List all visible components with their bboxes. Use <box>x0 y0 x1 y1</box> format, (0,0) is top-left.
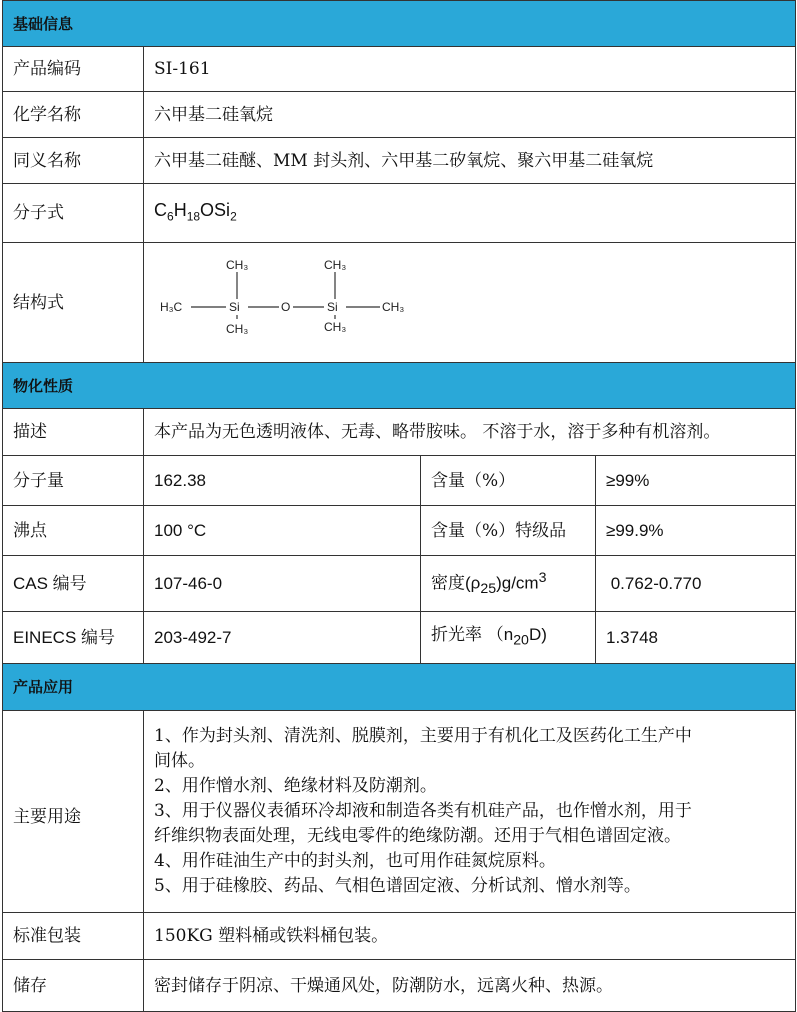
row-synonyms <box>3 138 796 184</box>
value-product-code: SI-161 <box>144 47 796 92</box>
value-chemical-name: 六甲基二硅氧烷 <box>144 92 796 138</box>
use-line: 4、用作硅油生产中的封头剂，也可用作硅氮烷原料。 <box>154 851 556 871</box>
use-line: 间体。 <box>154 751 205 771</box>
label-cas: CAS 编号 <box>3 556 144 612</box>
ch3-bottom-left: CH₃ <box>226 322 249 336</box>
row-product-code <box>3 47 796 92</box>
label-density: 密度$(\rho_{25})g/cm^3$ <box>421 556 596 612</box>
ch3-top-right: CH₃ <box>324 258 347 272</box>
value-content-premium: ≥99.9% <box>596 506 796 556</box>
structural-formula-diagram <box>144 243 444 355</box>
section-title: 基础信息 <box>3 1 796 47</box>
row-main-uses <box>3 711 796 913</box>
molecular-formula: $C_6H_{18}OSi_2$ <box>154 199 237 224</box>
label-molecular-formula: 分子式 <box>3 184 144 243</box>
section-header-basic <box>3 1 796 47</box>
value-einecs: 203-492-7 <box>144 612 421 664</box>
use-line: 2、用作憎水剂、绝缘材料及防潮剂。 <box>154 776 437 796</box>
row-molecular-weight <box>3 456 796 506</box>
row-structure <box>3 243 796 363</box>
label-einecs: EINECS 编号 <box>3 612 144 664</box>
si-right: Si <box>327 300 338 314</box>
row-description <box>3 409 796 456</box>
value-packaging: 150KG 塑料桶或铁料桶包装。 <box>144 913 796 960</box>
oxygen: O <box>281 300 291 314</box>
h3c-left: H₃C <box>160 300 183 314</box>
value-molecular-weight: 162.38 <box>144 456 421 506</box>
value-synonyms: 六甲基二硅醚、MM 封头剂、六甲基二矽氧烷、聚六甲基二硅氧烷 <box>144 138 796 184</box>
label-description: 描述 <box>3 409 144 456</box>
row-packaging <box>3 913 796 960</box>
row-molecular-formula <box>3 184 796 243</box>
value-content: ≥99% <box>596 456 796 506</box>
label-content-premium: 含量（%）特级品 <box>421 506 596 556</box>
section-header-props <box>3 363 796 409</box>
section-header-apps <box>3 664 796 711</box>
row-chemical-name <box>3 92 796 138</box>
label-packaging: 标准包装 <box>3 913 144 960</box>
use-line: 5、用于硅橡胶、药品、气相色谱固定液、分析试剂、憎水剂等。 <box>154 876 641 896</box>
product-spec-table <box>2 0 796 1012</box>
value-cas: 107-46-0 <box>144 556 421 612</box>
value-molecular-formula <box>144 184 796 243</box>
label-synonyms: 同义名称 <box>3 138 144 184</box>
value-main-uses <box>144 711 796 913</box>
value-storage: 密封储存于阴凉、干燥通风处，防潮防水，远离火种、热源。 <box>144 960 796 1012</box>
section-title: 物化性质 <box>3 363 796 409</box>
value-density: 0.762-0.770 <box>596 556 796 612</box>
ch3-top-left: CH₃ <box>226 258 249 272</box>
row-einecs <box>3 612 796 664</box>
label-molecular-weight: 分子量 <box>3 456 144 506</box>
ch3-right: CH₃ <box>382 300 405 314</box>
label-chemical-name: 化学名称 <box>3 92 144 138</box>
label-content: 含量（%） <box>421 456 596 506</box>
label-boiling-point: 沸点 <box>3 506 144 556</box>
label-structure: 结构式 <box>3 243 144 363</box>
label-refractive-index: 折光率 $(n_{20}D)$ <box>421 612 596 664</box>
use-line: 3、用于仪器仪表循环冷却液和制造各类有机硅产品，也作憎水剂，用于 <box>154 801 692 821</box>
row-storage <box>3 960 796 1012</box>
use-line: 1、作为封头剂、清洗剂、脱膜剂，主要用于有机化工及医药化工生产中 <box>154 726 692 746</box>
use-line: 纤维织物表面处理，无线电零件的绝缘防潮。还用于气相色谱固定液。 <box>154 826 681 846</box>
row-boiling-point <box>3 506 796 556</box>
value-structure <box>144 243 796 363</box>
label-product-code: 产品编码 <box>3 47 144 92</box>
si-left: Si <box>229 300 240 314</box>
value-refractive-index: 1.3748 <box>596 612 796 664</box>
value-description: 本产品为无色透明液体、无毒、略带胺味。 不溶于水，溶于多种有机溶剂。 <box>144 409 796 456</box>
section-title: 产品应用 <box>3 664 796 711</box>
row-cas <box>3 556 796 612</box>
label-storage: 储存 <box>3 960 144 1012</box>
label-main-uses: 主要用途 <box>3 711 144 913</box>
ch3-bottom-right: CH₃ <box>324 320 347 334</box>
value-boiling-point: 100 °C <box>144 506 421 556</box>
